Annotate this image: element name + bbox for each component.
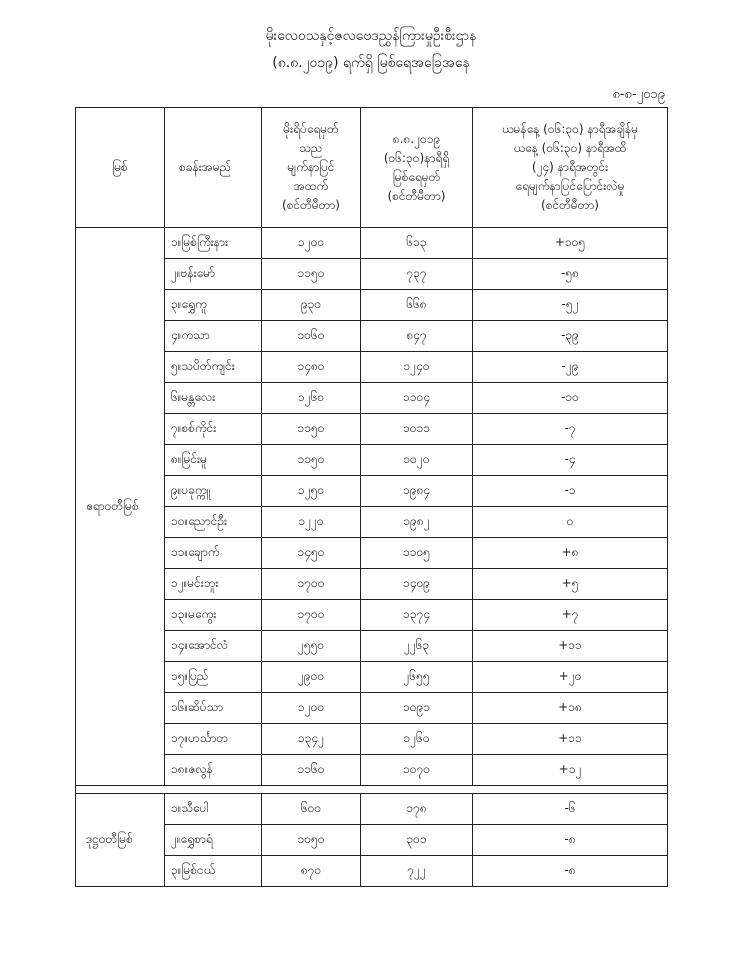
header-line: သည: [299, 141, 323, 155]
station-cell: ၁၅။ပြည်: [165, 662, 262, 693]
header-line: မြစ်ရေမှတ်: [392, 169, 441, 184]
table-row: [76, 856, 668, 887]
spacer-cell: [76, 786, 668, 794]
danger-level-cell: ၁၄၅၀: [262, 538, 361, 569]
col-header-danger-level: [262, 108, 361, 228]
table-row: [76, 259, 668, 290]
danger-level-cell: ၂၉၀၀: [262, 662, 361, 693]
header-line: ယနေ့ (၀၆:၃၀) နာရီအထိ: [513, 141, 627, 155]
table-row: [76, 228, 668, 259]
table-row: [76, 538, 668, 569]
change-cell: -၈: [473, 825, 668, 856]
change-cell: -၈: [473, 856, 668, 887]
danger-level-cell: ၁၀၆၀: [262, 321, 361, 352]
station-cell: ၃။မြစ်ငယ်: [165, 856, 262, 887]
change-cell: -၂၉: [473, 352, 668, 383]
table-body: [76, 228, 668, 887]
change-cell: -၄: [473, 445, 668, 476]
danger-level-cell: ၂၅၅၀: [262, 631, 361, 662]
station-cell: ၅။သပိတ်ကျင်း: [165, 352, 262, 383]
water-level-cell: ၁၀၉၁: [361, 693, 473, 724]
station-cell: ၆။မန္တလေး: [165, 383, 262, 414]
danger-level-cell: ၁၇၀၀: [262, 600, 361, 631]
station-cell: ၁၄။အောင်လံ: [165, 631, 262, 662]
water-level-cell: ၁၁၀၅: [361, 538, 473, 569]
station-cell: ၁။သီပေါ: [165, 794, 262, 825]
header-line: အထက်: [293, 179, 329, 193]
danger-level-cell: ၁၇၀၀: [262, 569, 361, 600]
river-name-cell: ဒုဋ္ဌဝတီမြစ်: [76, 794, 165, 887]
water-level-cell: ၁၀၂၀: [361, 445, 473, 476]
water-level-cell: ၁၀၁၁: [361, 414, 473, 445]
header-line: မိုးရိပ်ရေမှတ်: [283, 122, 339, 136]
water-level-cell: ၇၃၇: [361, 259, 473, 290]
change-cell: -၅၈: [473, 259, 668, 290]
danger-level-cell: ၁၂၀၀: [262, 693, 361, 724]
table-header-row: [76, 108, 668, 228]
change-cell: +၅: [473, 569, 668, 600]
station-cell: ၁၁။ချောက်: [165, 538, 262, 569]
danger-level-cell: ၉၃၀: [262, 290, 361, 321]
col-header-change: [473, 108, 668, 228]
water-level-cell: ၁၁၀၄: [361, 383, 473, 414]
table-row: [76, 476, 668, 507]
header-line: (စင်တီမီတာ): [282, 198, 340, 212]
danger-level-cell: ၁၂၀၀: [262, 228, 361, 259]
water-level-cell: ၆၁၃: [361, 228, 473, 259]
river-level-table: [75, 107, 668, 887]
danger-level-cell: ၈၇၀: [262, 856, 361, 887]
water-level-cell: ၁၄၀၉: [361, 569, 473, 600]
station-cell: ၇။စစ်ကိုင်း: [165, 414, 262, 445]
danger-level-cell: ၁၂၂၀: [262, 507, 361, 538]
station-cell: ၂။ရွှေစာရံ: [165, 825, 262, 856]
table-row: [76, 321, 668, 352]
water-level-cell: ၁၀၇၀: [361, 755, 473, 786]
water-level-cell: ၁၂၆၀: [361, 724, 473, 755]
table-row: [76, 631, 668, 662]
danger-level-cell: ၁၁၅၀: [262, 259, 361, 290]
station-cell: ၈။မြင်းမူ: [165, 445, 262, 476]
river-name-cell: ဧရာဝတီမြစ်: [76, 228, 165, 786]
table-row: [76, 662, 668, 693]
header-line: (၂၄) နာရီအတွင်း: [531, 160, 609, 174]
station-cell: ၁၃။မကွေး: [165, 600, 262, 631]
water-level-cell: ၂၆၅၅: [361, 662, 473, 693]
water-level-cell: ၆၆၈: [361, 290, 473, 321]
water-level-cell: ၈၄၇: [361, 321, 473, 352]
change-cell: +၈: [473, 538, 668, 569]
danger-level-cell: ၁၃၄၂: [262, 724, 361, 755]
danger-level-cell: ၁၁၅၀: [262, 414, 361, 445]
station-cell: ၁၇။ဟင်္သာတ: [165, 724, 262, 755]
change-cell: -၆: [473, 794, 668, 825]
header-line: (စင်တီမီတာ): [541, 198, 599, 212]
page-title: မိုးလေဝသနှင့်ဇလဗေဒညွှန်ကြားမှုဦးစီးဌာန: [265, 28, 477, 44]
station-cell: ၁၀။ညောင်ဦး: [165, 507, 262, 538]
table-row: [76, 383, 668, 414]
header-line: ရေမျက်နာပြင်ပြောင်းလဲမှု: [515, 179, 625, 193]
change-cell: -၇: [473, 414, 668, 445]
change-cell: +၂၀: [473, 662, 668, 693]
water-level-cell: ၁၉၈၂: [361, 507, 473, 538]
change-cell: ၀: [473, 507, 668, 538]
station-cell: ၁၆။ဆိပ်သာ: [165, 693, 262, 724]
station-cell: ၁၈။ဇလွန်: [165, 755, 262, 786]
danger-level-cell: ၁၂၆၀: [262, 383, 361, 414]
report-date: ၈-၈-၂၀၁၉: [612, 87, 665, 102]
table-row: [76, 600, 668, 631]
water-level-cell: ၂၂၆၃: [361, 631, 473, 662]
header-line: (၀၆:၃၀)နာရီရှိ: [383, 150, 450, 165]
header-line: ၈.၈.၂၀၁၉: [392, 131, 441, 146]
change-cell: +၁၁: [473, 724, 668, 755]
change-cell: -၁၀: [473, 383, 668, 414]
danger-level-cell: ၁၁၅၀: [262, 445, 361, 476]
change-cell: +၁၀၅: [473, 228, 668, 259]
station-cell: ၂။ဗန်းမော်: [165, 259, 262, 290]
station-cell: ၁၂။မင်းဘူး: [165, 569, 262, 600]
change-cell: -၁: [473, 476, 668, 507]
danger-level-cell: ၁၂၅၀: [262, 476, 361, 507]
water-level-cell: ၇၂၂: [361, 856, 473, 887]
page-subtitle: (၈.၈.၂၀၁၉) ရက်ရှိ မြစ်ရေအခြေအနေ: [272, 55, 470, 71]
danger-level-cell: ၆၀၀: [262, 794, 361, 825]
station-cell: ၃။ရွှေကူ: [165, 290, 262, 321]
header-line: မျက်နာပြင်: [287, 160, 335, 174]
danger-level-cell: ၁၀၅၀: [262, 825, 361, 856]
station-cell: ၉။ပခုက္ကူ: [165, 476, 262, 507]
header-line: ယမန်နေ့ (၀၆:၃၀) နာရီအချိန်မှ: [501, 122, 639, 136]
table-row: [76, 693, 668, 724]
change-cell: -၅၂: [473, 290, 668, 321]
change-cell: +၁၂: [473, 755, 668, 786]
table-row: [76, 445, 668, 476]
table-row: [76, 794, 668, 825]
danger-level-cell: ၁၁၆၀: [262, 755, 361, 786]
table-row: [76, 290, 668, 321]
col-header-station: စခန်းအမည်: [165, 108, 262, 228]
table-row: [76, 352, 668, 383]
water-level-cell: ၁၂၄၀: [361, 352, 473, 383]
header-line: (စင်တီမီတာ): [387, 188, 446, 203]
station-cell: ၄။ကသာ: [165, 321, 262, 352]
table-row: [76, 755, 668, 786]
col-header-river: မြစ်: [76, 108, 165, 228]
water-level-cell: ၁၉၈၄: [361, 476, 473, 507]
change-cell: +၁၁: [473, 631, 668, 662]
group-spacer: [76, 786, 668, 794]
table-row: [76, 507, 668, 538]
col-header-water-level: [361, 108, 473, 228]
table-row: [76, 724, 668, 755]
table-row: [76, 414, 668, 445]
table-row: [76, 569, 668, 600]
table-row: [76, 825, 668, 856]
water-level-cell: ၁၇၈: [361, 794, 473, 825]
change-cell: -၃၉: [473, 321, 668, 352]
water-level-cell: ၃၀၁: [361, 825, 473, 856]
water-level-cell: ၁၃၇၄: [361, 600, 473, 631]
change-cell: +၁၈: [473, 693, 668, 724]
change-cell: +၇: [473, 600, 668, 631]
station-cell: ၁။မြစ်ကြီးနား: [165, 228, 262, 259]
danger-level-cell: ၁၄၈၀: [262, 352, 361, 383]
